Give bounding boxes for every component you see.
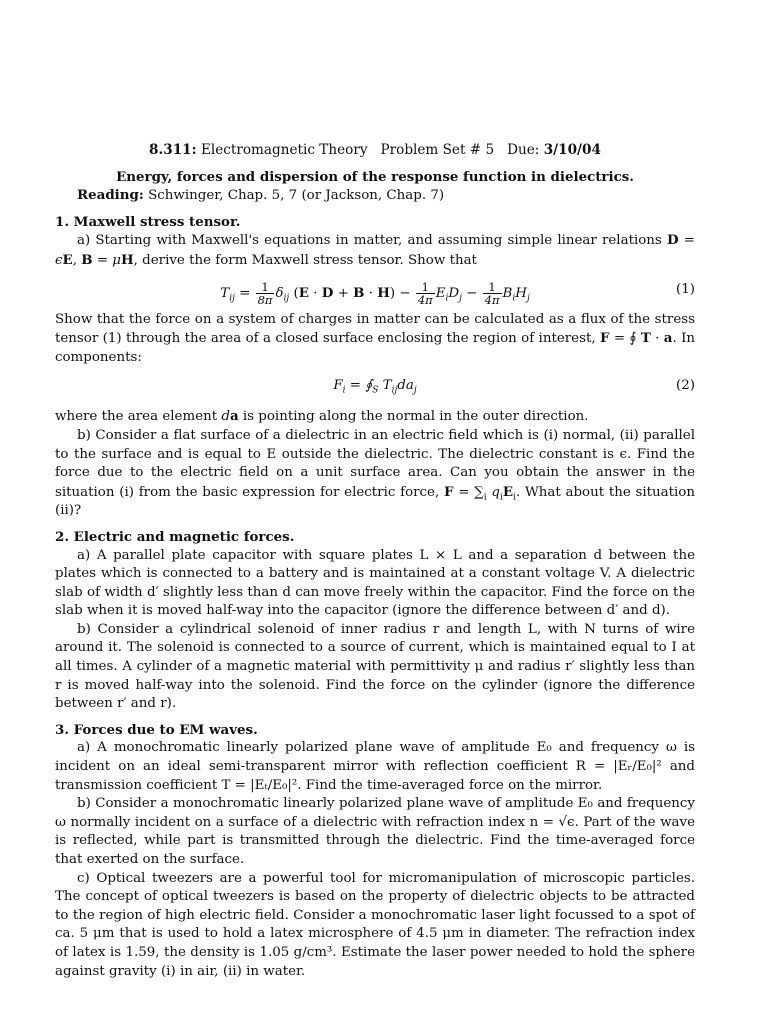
section-heading-3: 3. Forces due to EM waves. <box>55 721 258 738</box>
problem-3b-text: b) Consider a monochromatic linearly polarized plane wave of amplitude E₀ and frequency ω normally incident on a surface of a dielectric with refraction index n = √ϵ. Part of the wave is reflected, while part is transmitted through the dielectric. Find the time-averaged force that exerted on the surface. <box>55 796 695 867</box>
equation-1 <box>55 275 695 305</box>
area-element-tail: is pointing along the normal in the outer direction. <box>242 409 589 425</box>
problem-3a-text: a) A monochromatic linearly polarized plane wave of amplitude E₀ and frequency ω is incident on an ideal semi-transparent mirror with reflection coefficient R = |Eᵣ/E₀|² and transmission coefficient T = |Eₜ/E₀|². Find the time-averaged force on the mirror. <box>55 740 695 793</box>
page-title: Energy, forces and dispersion of the response function in dielectrics. <box>116 168 634 185</box>
problem-1b-text: b) Consider a flat surface of a dielectric in an electric field which is (i) normal, (ii) parallel to the surface and is equal to E outside the dielectric. The dielectric constant is ϵ. Find the force due to the electric field on a unit surface area. Can you obtain the answer in the situation (i) from the basic expression for electric force, $F = \sum_i$ $q_iE_i$. What about the situation (ii)? <box>55 427 695 519</box>
due-date: 3/10/04 <box>543 142 601 158</box>
reading-label: Reading: <box>77 187 144 204</box>
course-title: Electromagnetic Theory <box>200 142 368 158</box>
equation-1-number: (1) <box>676 281 695 297</box>
problem-3c-text: c) Optical tweezers are a powerful tool for micromanipulation of microscopic particles. The concept of optical tweezers is based on the property of dielectric objects to be attracted to the region of high electric field. Consider a monochromatic laser light focussed to a spot of ca. 5 μm that is used to hold a latex microsphere of 4.5 μm in diameter. The refraction index of latex is 1.59, the density is 1.05 g/cm³. Estimate the laser power needed to hold the sphere against gravity (i) in air, (ii) in water. <box>55 870 695 979</box>
problem-1b-body: b) Consider a flat surface of a dielectric in an electric field which is (i) normal, (ii) parallel to the surface and is equal to E outside the dielectric. The dielectric constant is ϵ. Find the force due to the electric field on a unit surface area. Can you obtain the answer in the situation (i) from the basic expression for electric force, <box>55 427 695 500</box>
flux-tail: In components: <box>55 331 696 365</box>
problem-set-label: Problem Set # 5 <box>380 142 495 158</box>
problem-set-page <box>55 141 695 981</box>
problem-2a-text: a) A parallel plate capacitor with square plates L × L and a separation d between the plates which is connected to a battery and is maintained at a constant voltage V. A dielectric slab of width d′ slightly less than d can move freely within the capacitor. Find the force on the slab when it is moved half-way into the capacitor (ignore the difference between d′ and d). <box>55 547 695 619</box>
area-element-text: where the area element da is pointing along the normal in the outer direction. <box>55 408 589 425</box>
flux-statement: Show that the force on a system of charges in matter can be calculated as a flux of the stress tensor (1) through the area of a closed surface enclosing the region of interest, <box>55 311 695 347</box>
equation-2 <box>55 371 695 401</box>
problem-1a-after: derive the form Maxwell stress tensor. Show that <box>142 252 477 268</box>
equation-2-number: (2) <box>676 378 695 394</box>
stress-tensor-formula: $T_{ij}$ = $\frac{1}{8\pi}$ $\delta_{ij}$ (E · D + B · H) − $\frac{1}{4\pi}$ $E_iD_j$ − $\frac{1}{4\pi}$ $B_iH_j$ <box>220 279 530 307</box>
course-number: 8.311: <box>149 142 197 158</box>
document-header <box>55 141 695 160</box>
reading-line <box>55 186 695 206</box>
problem-1a-intro: a) Starting with Maxwell's equations in matter, and assuming simple linear relations <box>77 233 662 249</box>
section-heading-2: 2. Electric and magnetic forces. <box>55 528 295 545</box>
due-label: Due: <box>507 142 540 158</box>
force-component-formula: $F_i$ = $∮_S$ $T_{ij}da_j$ <box>333 378 417 397</box>
problem-1-flux-text: Show that the force on a system of charges in matter can be calculated as a flux of the stress tensor (1) through the area of a closed surface enclosing the region of interest, F = ∮ T · a. In components: <box>55 311 696 365</box>
problem-1a-text: a) Starting with Maxwell's equations in matter, and assuming simple linear relations D = ϵE, B = μH, derive the form Maxwell stress tensor. Show that <box>55 232 695 268</box>
reading-text: Schwinger, Chap. 5, 7 (or Jackson, Chap. 7) <box>148 188 445 204</box>
section-heading-1: 1. Maxwell stress tensor. <box>55 213 241 230</box>
area-element-intro: where the area element <box>55 409 218 425</box>
problem-1b-tail: What about the situation (ii)? <box>55 484 695 519</box>
problem-2b-text: b) Consider a cylindrical solenoid of inner radius r and length L, with N turns of wire around it. The solenoid is connected to a source of current, which is maintained equal to I at all times. A cylinder of a magnetic material with permittivity μ and radius r′ slightly less than r is moved half-way into the solenoid. Find the force on the cylinder (ignore the difference between r′ and r). <box>55 621 695 712</box>
